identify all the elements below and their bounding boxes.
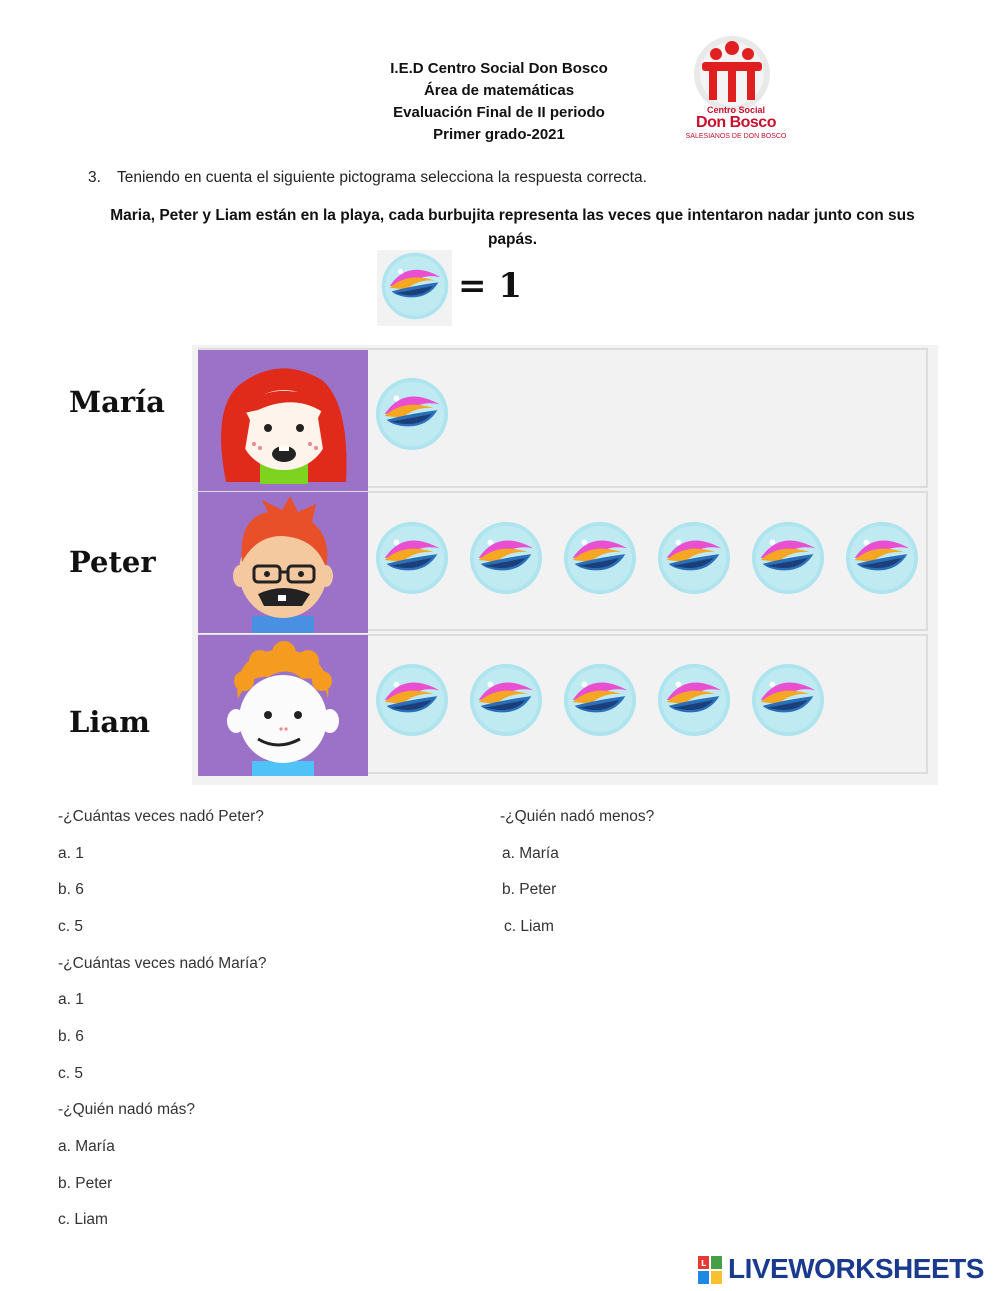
- q1-option-b[interactable]: b. 6: [58, 881, 84, 898]
- liam-avatar-cell: [198, 635, 368, 776]
- peter-avatar: [198, 492, 368, 633]
- legend-bubble-box: [377, 250, 452, 326]
- q3-option-b[interactable]: b. Peter: [58, 1175, 113, 1192]
- liveworksheets-brand: LIVEWORKSHEETS: [728, 1253, 984, 1284]
- badge-letter-1: L: [700, 1259, 707, 1268]
- q2-option-b[interactable]: b. 6: [58, 1028, 84, 1045]
- q3-option-a[interactable]: a. María: [58, 1138, 115, 1155]
- row-label-peter: Peter: [69, 545, 156, 579]
- liam-bubble-5: [749, 661, 827, 739]
- q2-option-c[interactable]: c. 5: [58, 1065, 83, 1082]
- row-label-maria: María: [69, 385, 165, 419]
- liam-bubble-2: [467, 661, 545, 739]
- liam-avatar: [198, 635, 368, 776]
- row-label-liam: Liam: [69, 705, 150, 739]
- q3-option-c[interactable]: c. Liam: [58, 1211, 108, 1228]
- instruction-text: Teniendo en cuenta el siguiente pictograma selecciona la respuesta correcta.: [117, 169, 647, 186]
- question-number: 3.: [88, 169, 101, 186]
- logo-main-text: Don Bosco: [696, 114, 776, 131]
- question-instruction: [88, 169, 647, 187]
- liveworksheets-logo-icon: [698, 1254, 724, 1286]
- q1-option-c[interactable]: c. 5: [58, 918, 83, 935]
- q1-prompt: -¿Cuántas veces nadó Peter?: [58, 808, 264, 825]
- subject-area: Área de matemáticas: [423, 82, 575, 99]
- maria-bubble-1: [373, 375, 451, 453]
- peter-bubble-1: [373, 519, 451, 597]
- q4-prompt: -¿Quién nadó menos?: [500, 808, 655, 825]
- maria-avatar: [198, 350, 368, 491]
- maria-avatar-cell: [198, 350, 368, 491]
- q4-option-a[interactable]: a. María: [502, 845, 559, 862]
- grade-year: Primer grado-2021: [433, 126, 565, 143]
- school-name: I.E.D Centro Social Don Bosco: [390, 60, 608, 77]
- evaluation-title: Evaluación Final de II periodo: [393, 104, 605, 121]
- peter-bubble-2: [467, 519, 545, 597]
- story-text: [90, 204, 935, 252]
- liam-bubble-4: [655, 661, 733, 739]
- q3-prompt: -¿Quién nadó más?: [58, 1101, 195, 1118]
- q4-option-b[interactable]: b. Peter: [502, 881, 557, 898]
- liam-bubble-3: [561, 661, 639, 739]
- q2-prompt: -¿Cuántas veces nadó María?: [58, 955, 267, 972]
- document-header: [330, 58, 668, 146]
- legend-equals-one: = 1: [458, 266, 522, 306]
- peter-bubble-6: [843, 519, 921, 597]
- q4-option-c[interactable]: c. Liam: [504, 918, 554, 935]
- pictogram-table: [192, 345, 938, 785]
- bubble-icon: [379, 250, 451, 322]
- q2-option-a[interactable]: a. 1: [58, 991, 84, 1008]
- peter-avatar-cell: [198, 492, 368, 633]
- q1-option-a[interactable]: a. 1: [58, 845, 84, 862]
- logo-bottom-text: SALESIANOS DE DON BOSCO: [685, 133, 787, 140]
- story-line-2: papás.: [487, 231, 538, 248]
- peter-bubble-5: [749, 519, 827, 597]
- liam-bubble-1: [373, 661, 451, 739]
- peter-bubble-4: [655, 519, 733, 597]
- peter-bubble-3: [561, 519, 639, 597]
- logo-top-text: Centro Social: [706, 105, 765, 115]
- story-line-1: Maria, Peter y Liam están en la playa, cada burbujita representa las veces que intentaron nadar junto con sus: [110, 207, 915, 224]
